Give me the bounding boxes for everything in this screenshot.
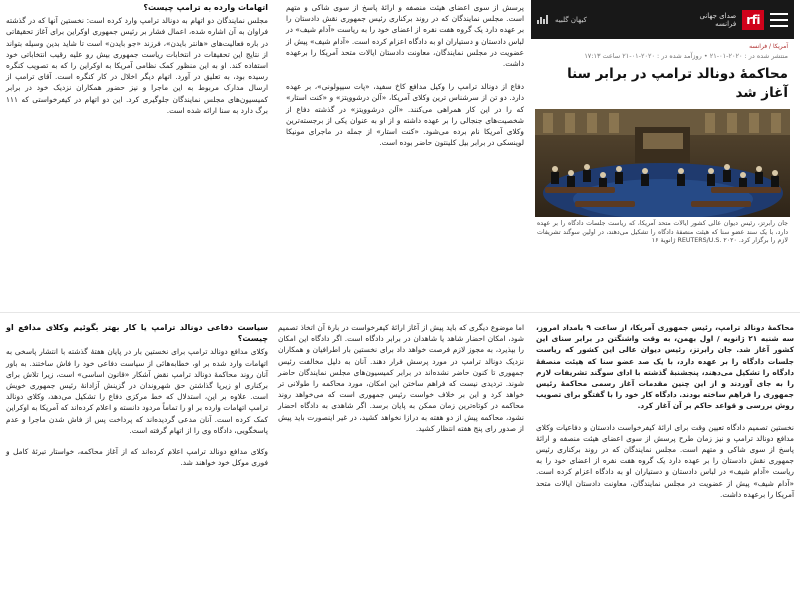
- section-heading: اتهامات وارده به ترامپ چیست؟: [143, 3, 268, 12]
- section-body: نخستین تصمیم دادگاه تعیین وقت برای ارائهٔ کیفرخواست دادستان و دفاعیات وکلای مدافع دونالد ترامپ و نیز زمان طرح پرسش از سوی اعضای هیئت منصفه و ارائهٔ پاسخ از سوی شاکی و متهم است. مجلس نمایندگان که در روند برکناری رئیس جمهوری نقش دادستان را بر عهده دارد یک گروه هفت نفره از اعضای خود را به ریاست «آدام شیف» در لباس دادستان و دستیاران او به دادگاه اعزام کرده است. «آدام شیف» پیش از عضویت در مجلس نمایندگان، معاونت دادستان ایالات متحد آمریکا را برعهده داشت.: [536, 422, 794, 499]
- section-body: مجلس نمایندگان دو اتهام به دونالد ترامپ وارد کرده است: نخستین آنها که در گذشته فراوان به آن اشاره شده، اعمال فشار بر رئیس جمهوری اوکراین برای آغاز تحقیقاتی در باره فعالیت‌های «هانتر بایدن»، فرزند «جو بایدن» است تا شاید بدین وسیله بتواند از نتایج این تحقیقات در انتخابات ریاست جمهوری بیش رو علیه رقیب انتخاباتی خود استفاده کند. او به این منظور کمک نظامی آمریکا به اوکراین را که به تصویب کنگره رسیده بود، به تعلیق در آورد. اتهام دیگر اخلال در کار کنگره است. آقای ترامپ از ارسال مدارک مربوط به این ماجرا و نیز حضور همکاران نزدیک خود در برابر کمیسیون‌های مجلس نمایندگان جلوگیری کرد. این دو اتهام در کیفرخواستی که ۱۱۱ برگ دارد به سنا ارائه شده است.: [6, 16, 268, 115]
- photo-caption: جان رابرتز، رئیس دیوان عالی کشور ایالات متحد آمریکا، که ریاست جلسات دادگاه را بر عهده دارد، با یک سند عضو سنا که هیئت منصفهٔ دادگاه را تشکیل می‌دهند، در اولین سوگند تشریفات لازم را برگزار کرد. REUTERS/U.S. ۲۰۲۰ ژانویهٔ ۱۶: [537, 220, 788, 244]
- section-prosecution-defense: [286, 2, 524, 148]
- senate-photo: [535, 109, 790, 217]
- section-trial-start: [536, 322, 794, 500]
- section-body-1: پرسش از سوی اعضای هیئت منصفه و ارائهٔ پاسخ از سوی شاکی و متهم است. مجلس نمایندگان که در روند برکناری رئیس جمهوری نقش دادستان را بر عهده دارد یک گروه هفت نفره از اعضای خود را به ریاست «آدام شیف» در لباس دادستان و دستیاران او به دادگاه اعزام کرده است. «آدام شیف» پیش از عضویت در مجلس نمایندگان، معاونت دادستان ایالات متحد آمریکا را برعهده داشت.: [286, 3, 524, 69]
- section-heading: سیاست دفاعی دونالد ترامپ یا کار بهتر بگوئیم وکلای مدافع او چیست؟: [6, 323, 268, 344]
- section-body-2: دفاع از دونالد ترامپ را وکیل مدافع کاخ سفید، «پات سیپولونی»، بر عهده دارد. دو تن از سرشناس ترین وکلای آمریکا، «آلن درشوویتز» و «کنت استار» که را در این کار همراهی می‌کنند. «آلن درشوویتز» در گذشته دفاع از شخصیت‌های جنجالی را بر عهده داشته و از او به عنوان یکی از برجسته‌ترین وکلای آمریکا نام برده می‌شود. «کنت استار» از جمله در ماجرای مونیکا لوینسکی در برابر بیل کلینتون حاضر بوده است.: [286, 82, 524, 148]
- language-switch[interactable]: کیهان گلبیه: [555, 15, 587, 24]
- section-body-2: وکلای مدافع دونالد ترامپ اعلام کرده‌اند که از آغاز محاکمه، خواستار تبرئهٔ کامل و فوری موکل خود خواهند شد.: [6, 447, 268, 468]
- brand-name: صدای جهانی فرانسه: [699, 11, 737, 28]
- menu-icon[interactable]: [770, 13, 788, 27]
- lead-paragraph: محاکمهٔ دونالد ترامپ، رئیس جمهوری آمریکا، از ساعت ۹ بامداد امروز، سه شنبه ۲۱ ژانویه / اول بهمن، به وقت واشنگتن در برابر سنای این کشور آغاز شد. جان رابرتز، رئیس دیوان عالی این کشور که ریاست جلسات دادگاه را بر عهده دارد، با یک صد عضو سنا که هیئت منصفهٔ دادگاه را تشکیل می‌دهند، پنجشنبهٔ گذشته با ادای سوگند تشریفات لازم را به جای آوردند و از این چنین مقدمات آغاز رسمی محاکمهٔ رئیس جمهوری را فراهم ساخته بودند. دادگاه کار خود را با گفتگو برای تصویب روش بررسی و قواعد حاکم بر آن آغاز کرد.: [536, 323, 794, 411]
- section-body: اما موضوع دیگری که باید پیش از آغاز ارائهٔ کیفرخواست در بارهٔ آن اتخاذ تصمیم شود، امکان احضار شاهد یا شاهدان در برابر دادگاه است. اگر دادگاه این امکان را بپذیرد، به مجوز لازم فرصت خواهد داد برای نخستین بار اطرافیان و همکاران نزدیک دونالد ترامپ در مورد پرسش قرار دهند. آنان به دلیل مخالفت رئیس جمهوری تا کنون حاضر نشده‌اند در برابر کمیسیون‌های مجلس نمایندگان حاضر شوند. تردیدی نیست که فراهم ساختن این امکان، مورد محاکمه را طولانی تر خواهد کرد و این بر خلاف خواست رئیس جمهوری است که می‌خواهد روند محاکمه در کوتاه‌ترین زمان ممکن به پایان برسد. اگر شاهدی به دادگاه احضار نشود، محاکمه پیش از دو هفته به درازا نخواهد کشید، در غیر اینصورت باید پیش از صدور رای پنج هفته انتظار کشید.: [278, 323, 524, 433]
- rfi-logo[interactable]: rfi: [742, 10, 764, 30]
- breadcrumb[interactable]: آمریکا / فرانسه: [749, 43, 788, 50]
- section-witnesses: [278, 322, 524, 434]
- divider: [0, 312, 800, 313]
- section-body-1: وکلای مدافع دونالد ترامپ برای نخستین بار در پایان هفتهٔ گذشته با انتشار پاسخی به اتهامات وارد شده بر او، خطابه‌هائی از سیاست دفاعی خود را فاش ساختند. به باور آنان روند محاکمهٔ دونالد ترامپ نقض آشکار «قانون اساسی» است، زیرا تلاش برای برکناری او زیرپا گذاشتن حق شهروندان در گزینش آزادانهٔ رئیس جمهوری خویش است. علاوه بر این، استدلال که خط مرکزی دفاع را تشکیل می‌دهد، وکلای دونالد ترامپ اتهامات وارده بر او را تماماً مردود دانسته و اعلام کرده‌اند که آمریکا به اوکراین کمک کرده است. آنان مدعی گردیده‌اند که پرداخت پس از فاش شدن ماجرا و عدم پاسخگویی، دادگاه وی را از اتهام گرفته است.: [6, 347, 268, 435]
- publish-meta: منتشر شده در : ۲۰۲۰-۰۱-۲۱ • روزآمد شده در : ۲۰۲۰-۰۱-۲۱ ساعت ۱۷:۱۳: [584, 52, 788, 60]
- page-title: محاکمهٔ دونالد ترامپ در برابر سنا آغاز شد: [567, 66, 788, 101]
- senate-chamber-image: [535, 109, 790, 217]
- article-screenshot: [531, 0, 794, 296]
- language-icon[interactable]: [537, 15, 549, 24]
- section-charges: [6, 2, 268, 116]
- section-defense-policy: [6, 322, 268, 468]
- site-header: [531, 0, 794, 39]
